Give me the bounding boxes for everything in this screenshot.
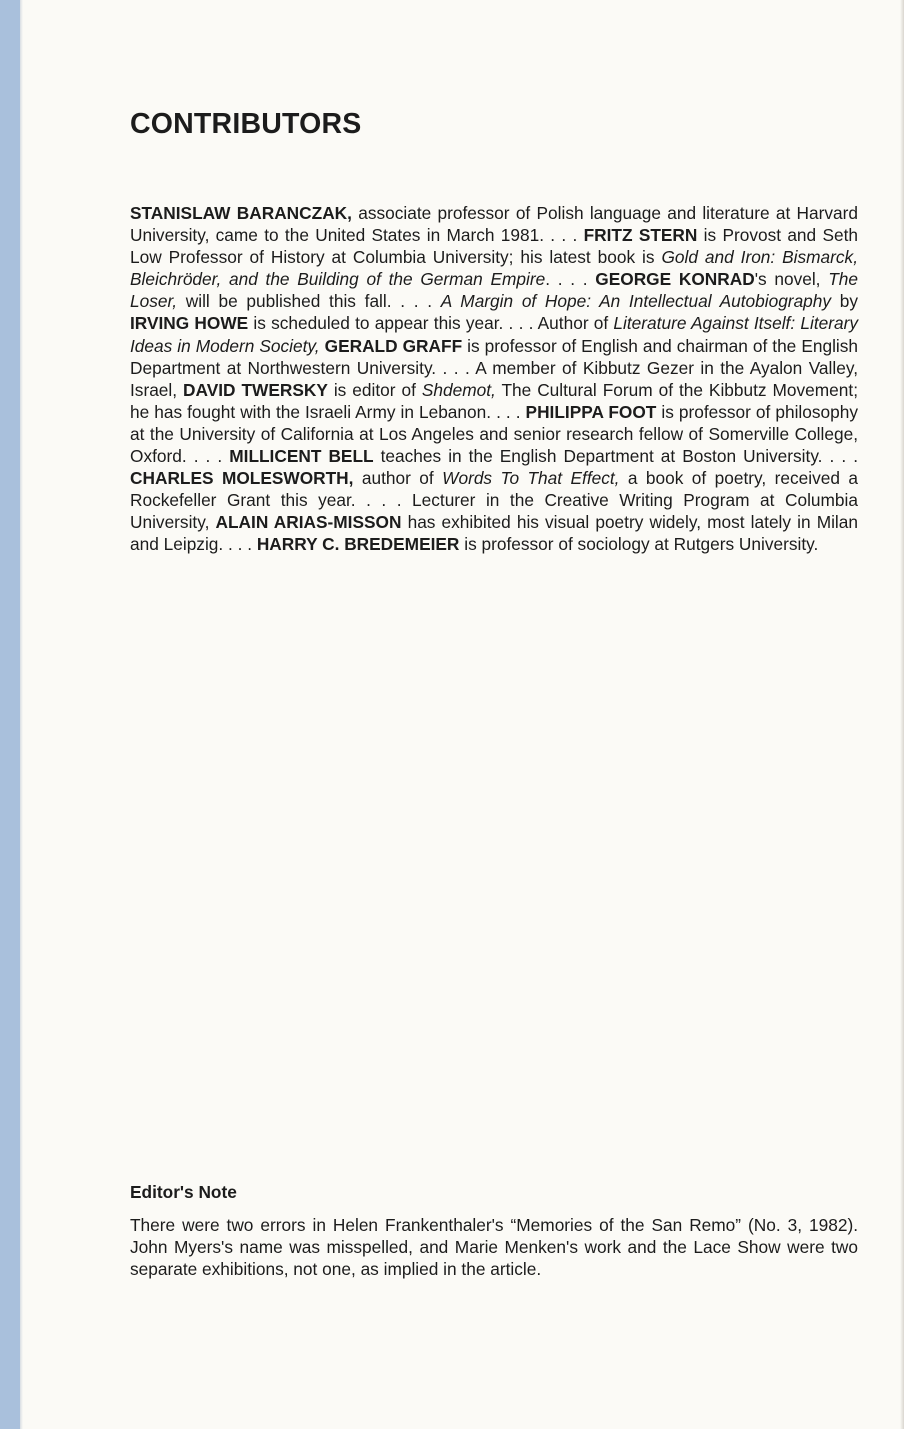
page-right-edge — [900, 0, 904, 1429]
page-heading: CONTRIBUTORS — [130, 108, 362, 140]
editors-note-title: Editor's Note — [130, 1182, 237, 1202]
book-title: The Loser, — [130, 269, 858, 312]
contributor-bio: is Provost and Seth Low Professor of History at Columbia University; his latest book is — [130, 225, 858, 268]
contributor-bio: is editor of — [327, 379, 422, 400]
book-title: A Margin of Hope: An Intellectual Autobiography — [440, 291, 832, 312]
contributor-bio: The Cultural Forum of the Kibbutz Movement; he has fought with the Israeli Army in Lebanon. . . . — [130, 379, 859, 422]
contributor-name: STANISLAW BARANCZAK, — [130, 203, 352, 223]
contributor-bio: . . . . — [545, 269, 596, 290]
contributor-name: DAVID TWERSKY — [183, 379, 328, 400]
contributor-bio: has exhibited his visual poetry widely, most lately in Milan and Leipzig. . . . — [130, 512, 858, 555]
contributor-bio: a book of poetry, received a Rockefeller Grant this year. . . . Lecturer in the Creative Writing Program at Columbia University, — [130, 468, 858, 533]
contributors-paragraph — [130, 202, 858, 556]
contributor-bio: teaches in the English Department at Boston University. . . . — [373, 446, 859, 467]
contributor-name: HARRY C. BREDEMEIER — [256, 534, 460, 555]
publication-title: Shdemot, — [421, 379, 496, 400]
contributor-name: GEORGE KONRAD — [595, 269, 755, 290]
contributor-name: GERALD GRAFF — [324, 335, 463, 356]
contributor-name: ALAIN ARIAS-MISSON — [215, 512, 402, 533]
editors-note-body: There were two errors in Helen Frankenthaler's “Memories of the San Remo” (No. 3, 1982). John Myers's name was misspelled, and Marie Menken's work and the Lace Show were two separate exhibitions, not one, as implied in the article. — [130, 1215, 858, 1280]
contributor-bio: is professor of English and chairman of the English Department at Northwestern University. . . . A member of Kibbutz Gezer in the Ayalon Valley, Israel, — [130, 335, 858, 400]
contributor-bio: is professor of sociology at Rutgers University. — [459, 534, 819, 555]
page-binding-edge — [0, 0, 20, 1429]
contributor-bio: author of — [353, 468, 443, 489]
contributor-bio: 's novel, — [754, 269, 829, 290]
binding-shadow — [20, 0, 23, 1429]
book-title: Words To That Effect, — [442, 468, 620, 489]
contributor-name: PHILIPPA FOOT — [525, 401, 657, 422]
contributor-name: MILLICENT BELL — [229, 446, 374, 467]
contributor-name: CHARLES MOLESWORTH, — [130, 468, 354, 489]
contributor-bio: is professor of philosophy at the University of California at Los Angeles and senior research fellow of Somerville College, Oxford. . . . — [130, 401, 858, 467]
contributor-bio: associate professor of Polish language and literature at Harvard University, came to the United States in March 1981. . . . — [130, 203, 858, 246]
contributor-bio: will be published this fall. . . . — [177, 291, 441, 312]
book-title: Gold and Iron: Bismarck, Bleichröder, and the Building of the German Empire — [130, 247, 858, 290]
contributor-bio: by — [831, 291, 858, 312]
contributor-name: FRITZ STERN — [583, 225, 698, 246]
contributor-bio: is scheduled to appear this year. . . . Author of — [248, 313, 614, 334]
contributor-name: IRVING HOWE — [130, 313, 249, 334]
book-title: Literature Against Itself: Literary Ideas in Modern Society, — [130, 313, 858, 356]
